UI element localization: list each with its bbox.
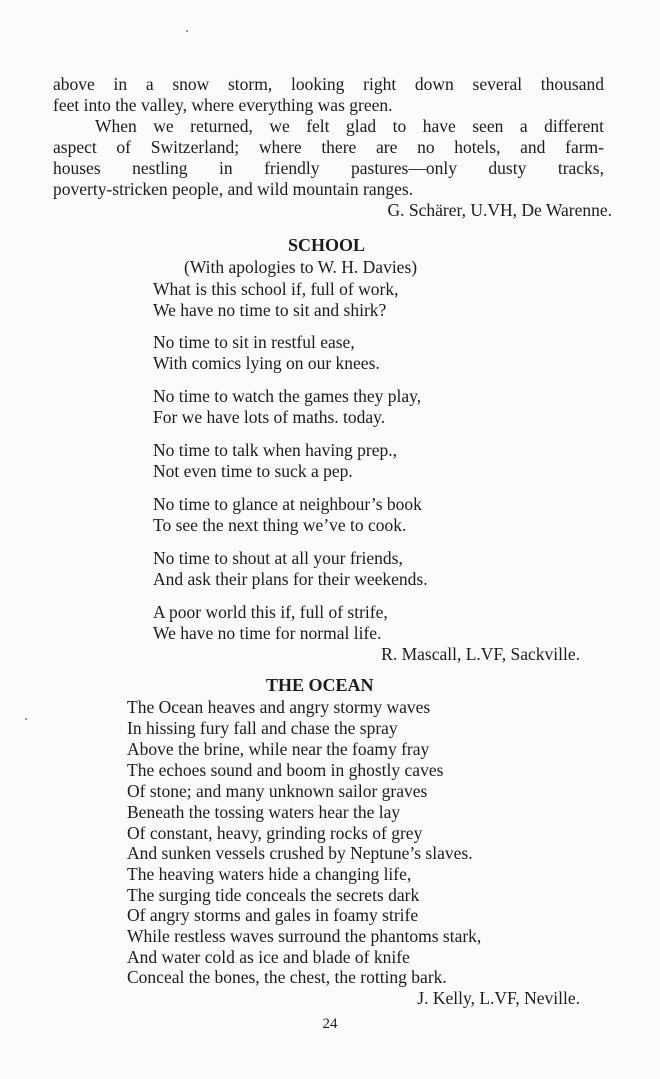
ocean-line-9: The heaving waters hide a changing life,: [127, 864, 412, 884]
school-stanza-3-line-1: No time to watch the games they play,: [153, 386, 422, 406]
intro-line-6: poverty-stricken people, and wild mountain ranges.: [53, 179, 414, 199]
school-stanza-1-line-2: We have no time to sit and shirk?: [153, 300, 387, 320]
school-title: SCHOOL: [288, 235, 366, 255]
school-stanza-7-line-2: We have no time for normal life.: [153, 623, 382, 643]
ocean-line-12: While restless waves surround the phantoms stark,: [127, 926, 482, 946]
school-author: R. Mascall, L.VF, Sackville.: [381, 644, 580, 664]
ocean-line-14: Conceal the bones, the chest, the rotting bark.: [127, 967, 447, 987]
school-stanza-6-line-2: And ask their plans for their weekends.: [153, 569, 428, 589]
intro-line-1: above in a snow storm, looking right down several thousand: [53, 74, 604, 94]
ocean-line-1: The Ocean heaves and angry stormy waves: [127, 697, 431, 717]
scan-speck: [25, 718, 27, 720]
ocean-line-5: Of stone; and many unknown sailor graves: [127, 781, 428, 801]
school-stanza-4-line-1: No time to talk when having prep.,: [153, 440, 397, 460]
school-stanza-3-line-2: For we have lots of maths. today.: [153, 407, 386, 427]
ocean-line-8: And sunken vessels crushed by Neptune’s slaves.: [127, 843, 473, 863]
ocean-line-11: Of angry storms and gales in foamy strife: [127, 905, 419, 925]
school-stanza-1-line-1: What is this school if, full of work,: [153, 279, 399, 299]
ocean-title: THE OCEAN: [266, 675, 374, 695]
intro-line-3: When we returned, we felt glad to have seen a different: [95, 116, 604, 136]
ocean-author: J. Kelly, L.VF, Neville.: [417, 988, 580, 1008]
school-stanza-7-line-1: A poor world this if, full of strife,: [153, 602, 388, 622]
ocean-line-3: Above the brine, while near the foamy fray: [127, 739, 430, 759]
intro-line-2: feet into the valley, where everything was green.: [53, 95, 393, 115]
ocean-line-13: And water cold as ice and blade of knife: [127, 947, 410, 967]
ocean-line-6: Beneath the tossing waters hear the lay: [127, 802, 401, 822]
school-stanza-6-line-1: No time to shout at all your friends,: [153, 548, 403, 568]
school-stanza-5-line-1: No time to glance at neighbour’s book: [153, 494, 422, 514]
ocean-line-7: Of constant, heavy, grinding rocks of grey: [127, 823, 423, 843]
ocean-line-4: The echoes sound and boom in ghostly caves: [127, 760, 444, 780]
school-subtitle: (With apologies to W. H. Davies): [184, 257, 418, 277]
ocean-line-2: In hissing fury fall and chase the spray: [127, 718, 398, 738]
intro-line-4: aspect of Switzerland; where there are no hotels, and farm-: [53, 137, 604, 157]
scan-speck: [186, 30, 188, 32]
school-stanza-4-line-2: Not even time to suck a pep.: [153, 461, 353, 481]
intro-line-5: houses nestling in friendly pastures—only dusty tracks,: [53, 158, 604, 178]
page-number: 24: [322, 1016, 338, 1032]
school-stanza-5-line-2: To see the next thing we’ve to cook.: [153, 515, 407, 535]
school-stanza-2-line-1: No time to sit in restful ease,: [153, 332, 355, 352]
intro-author: G. Schärer, U.VH, De Warenne.: [387, 200, 612, 220]
ocean-line-10: The surging tide conceals the secrets dark: [127, 885, 420, 905]
school-stanza-2-line-2: With comics lying on our knees.: [153, 353, 380, 373]
